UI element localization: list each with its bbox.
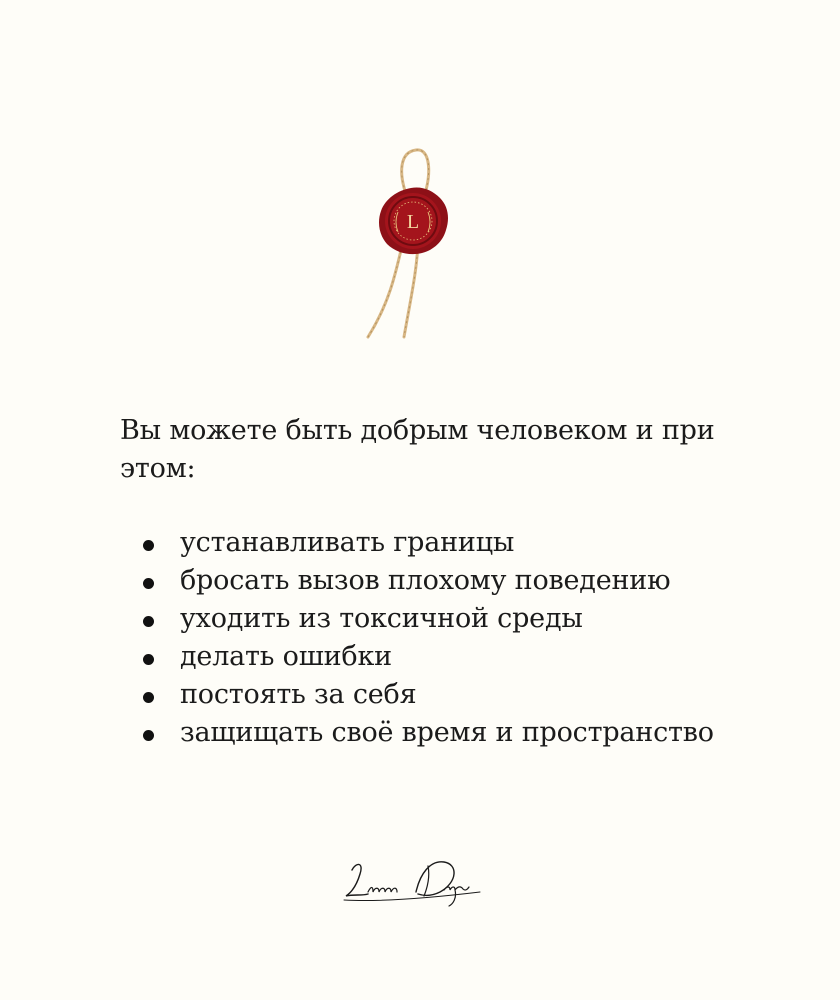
list-item bbox=[140, 600, 740, 638]
bullet-icon bbox=[143, 730, 154, 741]
bullet-icon bbox=[143, 616, 154, 627]
list-item-text: устанавливать границы bbox=[180, 527, 515, 558]
signature-icon bbox=[340, 852, 490, 912]
list-item bbox=[140, 562, 740, 600]
list-item bbox=[140, 524, 740, 562]
list-item bbox=[140, 676, 740, 714]
seal-monogram: L bbox=[406, 211, 420, 233]
bullet-icon bbox=[143, 654, 154, 665]
list-item bbox=[140, 714, 740, 752]
intro-text: Вы можете быть добрым человеком и при этом: bbox=[120, 415, 715, 484]
list-item-text: защищать своё время и пространство bbox=[180, 717, 714, 748]
list-item-text: постоять за себя bbox=[180, 679, 417, 710]
wax-seal-icon bbox=[360, 142, 470, 342]
list-item-text: делать ошибки bbox=[180, 641, 392, 672]
list-item-text: бросать вызов плохому поведению bbox=[180, 565, 671, 596]
bullet-icon bbox=[143, 692, 154, 703]
bullet-list bbox=[140, 524, 740, 752]
list-item bbox=[140, 638, 740, 676]
bullet-icon bbox=[143, 578, 154, 589]
bullet-icon bbox=[143, 540, 154, 551]
list-item-text: уходить из токсичной среды bbox=[180, 603, 583, 634]
